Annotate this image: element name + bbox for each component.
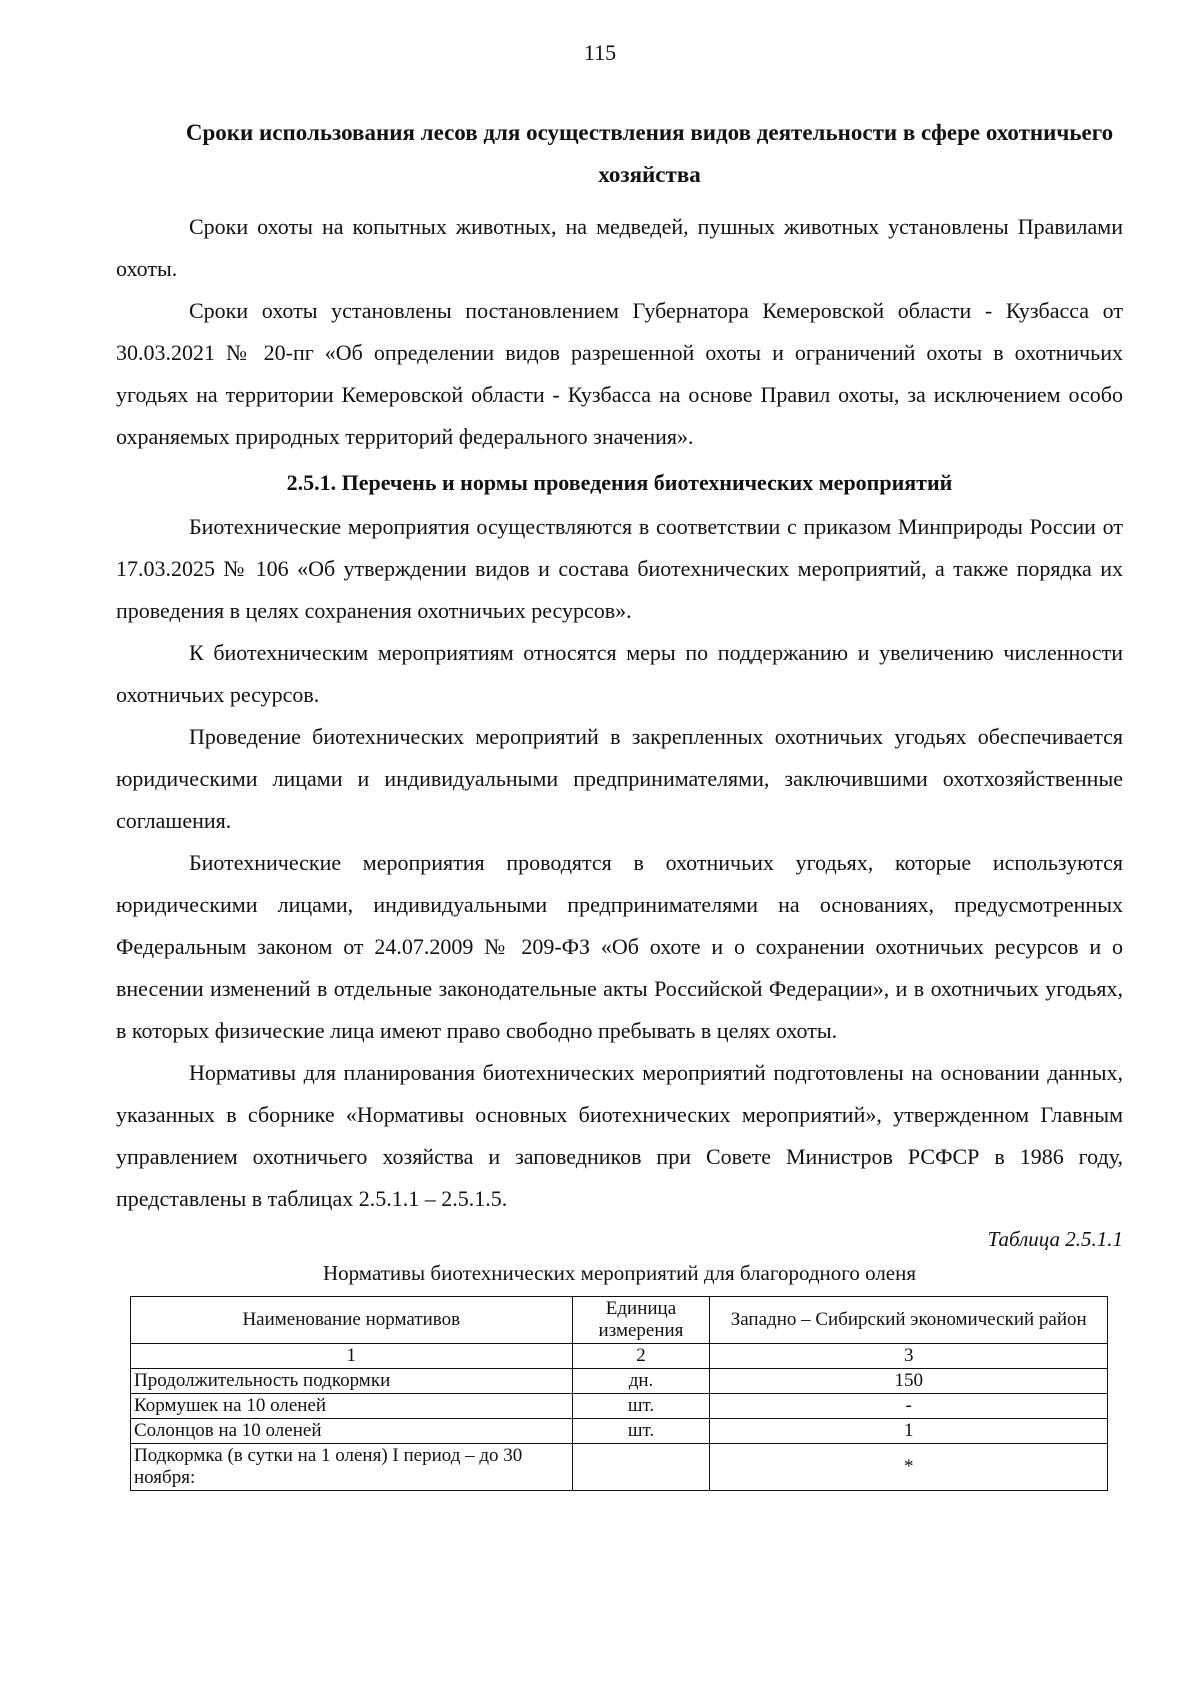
column-header: Единица измерения <box>572 1297 710 1344</box>
column-header: Западно – Сибирский экономический район <box>710 1297 1108 1344</box>
table-cell: 1 <box>710 1419 1108 1444</box>
table-title: Нормативы биотехнических мероприятий для благородного оленя <box>322 1261 917 1285</box>
table-row <box>131 1394 1108 1419</box>
column-number: 1 <box>131 1344 573 1369</box>
section-heading: Сроки использования лесов для осуществления видов деятельности в сфере охотничьего хозяйства <box>185 120 1114 187</box>
column-number: 2 <box>572 1344 710 1369</box>
table-cell: * <box>710 1444 1108 1491</box>
table-label: Таблица 2.5.1.1 <box>987 1227 1123 1251</box>
paragraph: К биотехническим мероприятиям относятся меры по поддержанию и увеличению численности охотничьих ресурсов. <box>116 640 1123 707</box>
table-cell: шт. <box>572 1394 710 1419</box>
table-header-row <box>131 1297 1108 1344</box>
table-row <box>131 1369 1108 1394</box>
table-cell: Кормушек на 10 оленей <box>131 1394 573 1419</box>
column-number: 3 <box>710 1344 1108 1369</box>
paragraph: Биотехнические мероприятия проводятся в охотничьих угодьях, которые используются юридическими лицами, индивидуальными предпринимателями на основаниях, предусмотренных Федеральным законом от 24.07.2009 № 209-ФЗ «Об охоте и о сохранении охотничьих ресурсов и о внесении изменений в отдельные законодательные акты Российской Федерации», и в охотничьих угодьях, в которых физические лица имеют право свободно пребывать в целях охоты. <box>116 850 1123 1043</box>
paragraph: Проведение биотехнических мероприятий в закрепленных охотничьих угодьях обеспечивается юридическими лицами и индивидуальными предпринимателями, заключившими охотхозяйственные соглашения. <box>116 724 1123 833</box>
paragraph: Нормативы для планирования биотехнических мероприятий подготовлены на основании данных, указанных в сборнике «Нормативы основных биотехнических мероприятий», утвержденном Главным управлением охотничьего хозяйства и заповедников при Совете Министров РСФСР в 1986 году, представлены в таблицах 2.5.1.1 – 2.5.1.5. <box>116 1060 1123 1211</box>
subsection-heading: 2.5.1. Перечень и нормы проведения биотехнических мероприятий <box>286 470 953 495</box>
norms-table <box>130 1296 1108 1491</box>
paragraph: Биотехнические мероприятия осуществляются в соответствии с приказом Минприроды России от 17.03.2025 № 106 «Об утверждении видов и состава биотехнических мероприятий, а также порядка их проведения в целях сохранения охотничьих ресурсов». <box>116 514 1123 623</box>
table-cell: Солонцов на 10 оленей <box>131 1419 573 1444</box>
document-body <box>116 112 1123 1491</box>
table-cell <box>572 1444 710 1491</box>
page-number: 115 <box>583 40 617 65</box>
column-header: Наименование нормативов <box>131 1297 573 1344</box>
table-cell: шт. <box>572 1419 710 1444</box>
table-cell: 150 <box>710 1369 1108 1394</box>
table-cell: дн. <box>572 1369 710 1394</box>
table-row <box>131 1444 1108 1491</box>
table-cell: Продолжительность подкормки <box>131 1369 573 1394</box>
column-number-row <box>131 1344 1108 1369</box>
table-row <box>131 1419 1108 1444</box>
paragraph: Сроки охоты установлены постановлением Губернатора Кемеровской области - Кузбасса от 30.03.2021 № 20-пг «Об определении видов разрешенной охоты и ограничений охоты в охотничьих угодьях на территории Кемеровской области - Кузбасса на основе Правил охоты, за исключением особо охраняемых природных территорий федерального значения». <box>116 298 1123 449</box>
table-cell: Подкормка (в сутки на 1 оленя) I период – до 30 ноября: <box>131 1444 573 1491</box>
table-cell: - <box>710 1394 1108 1419</box>
paragraph: Сроки охоты на копытных животных, на медведей, пушных животных установлены Правилами охоты. <box>116 214 1123 281</box>
